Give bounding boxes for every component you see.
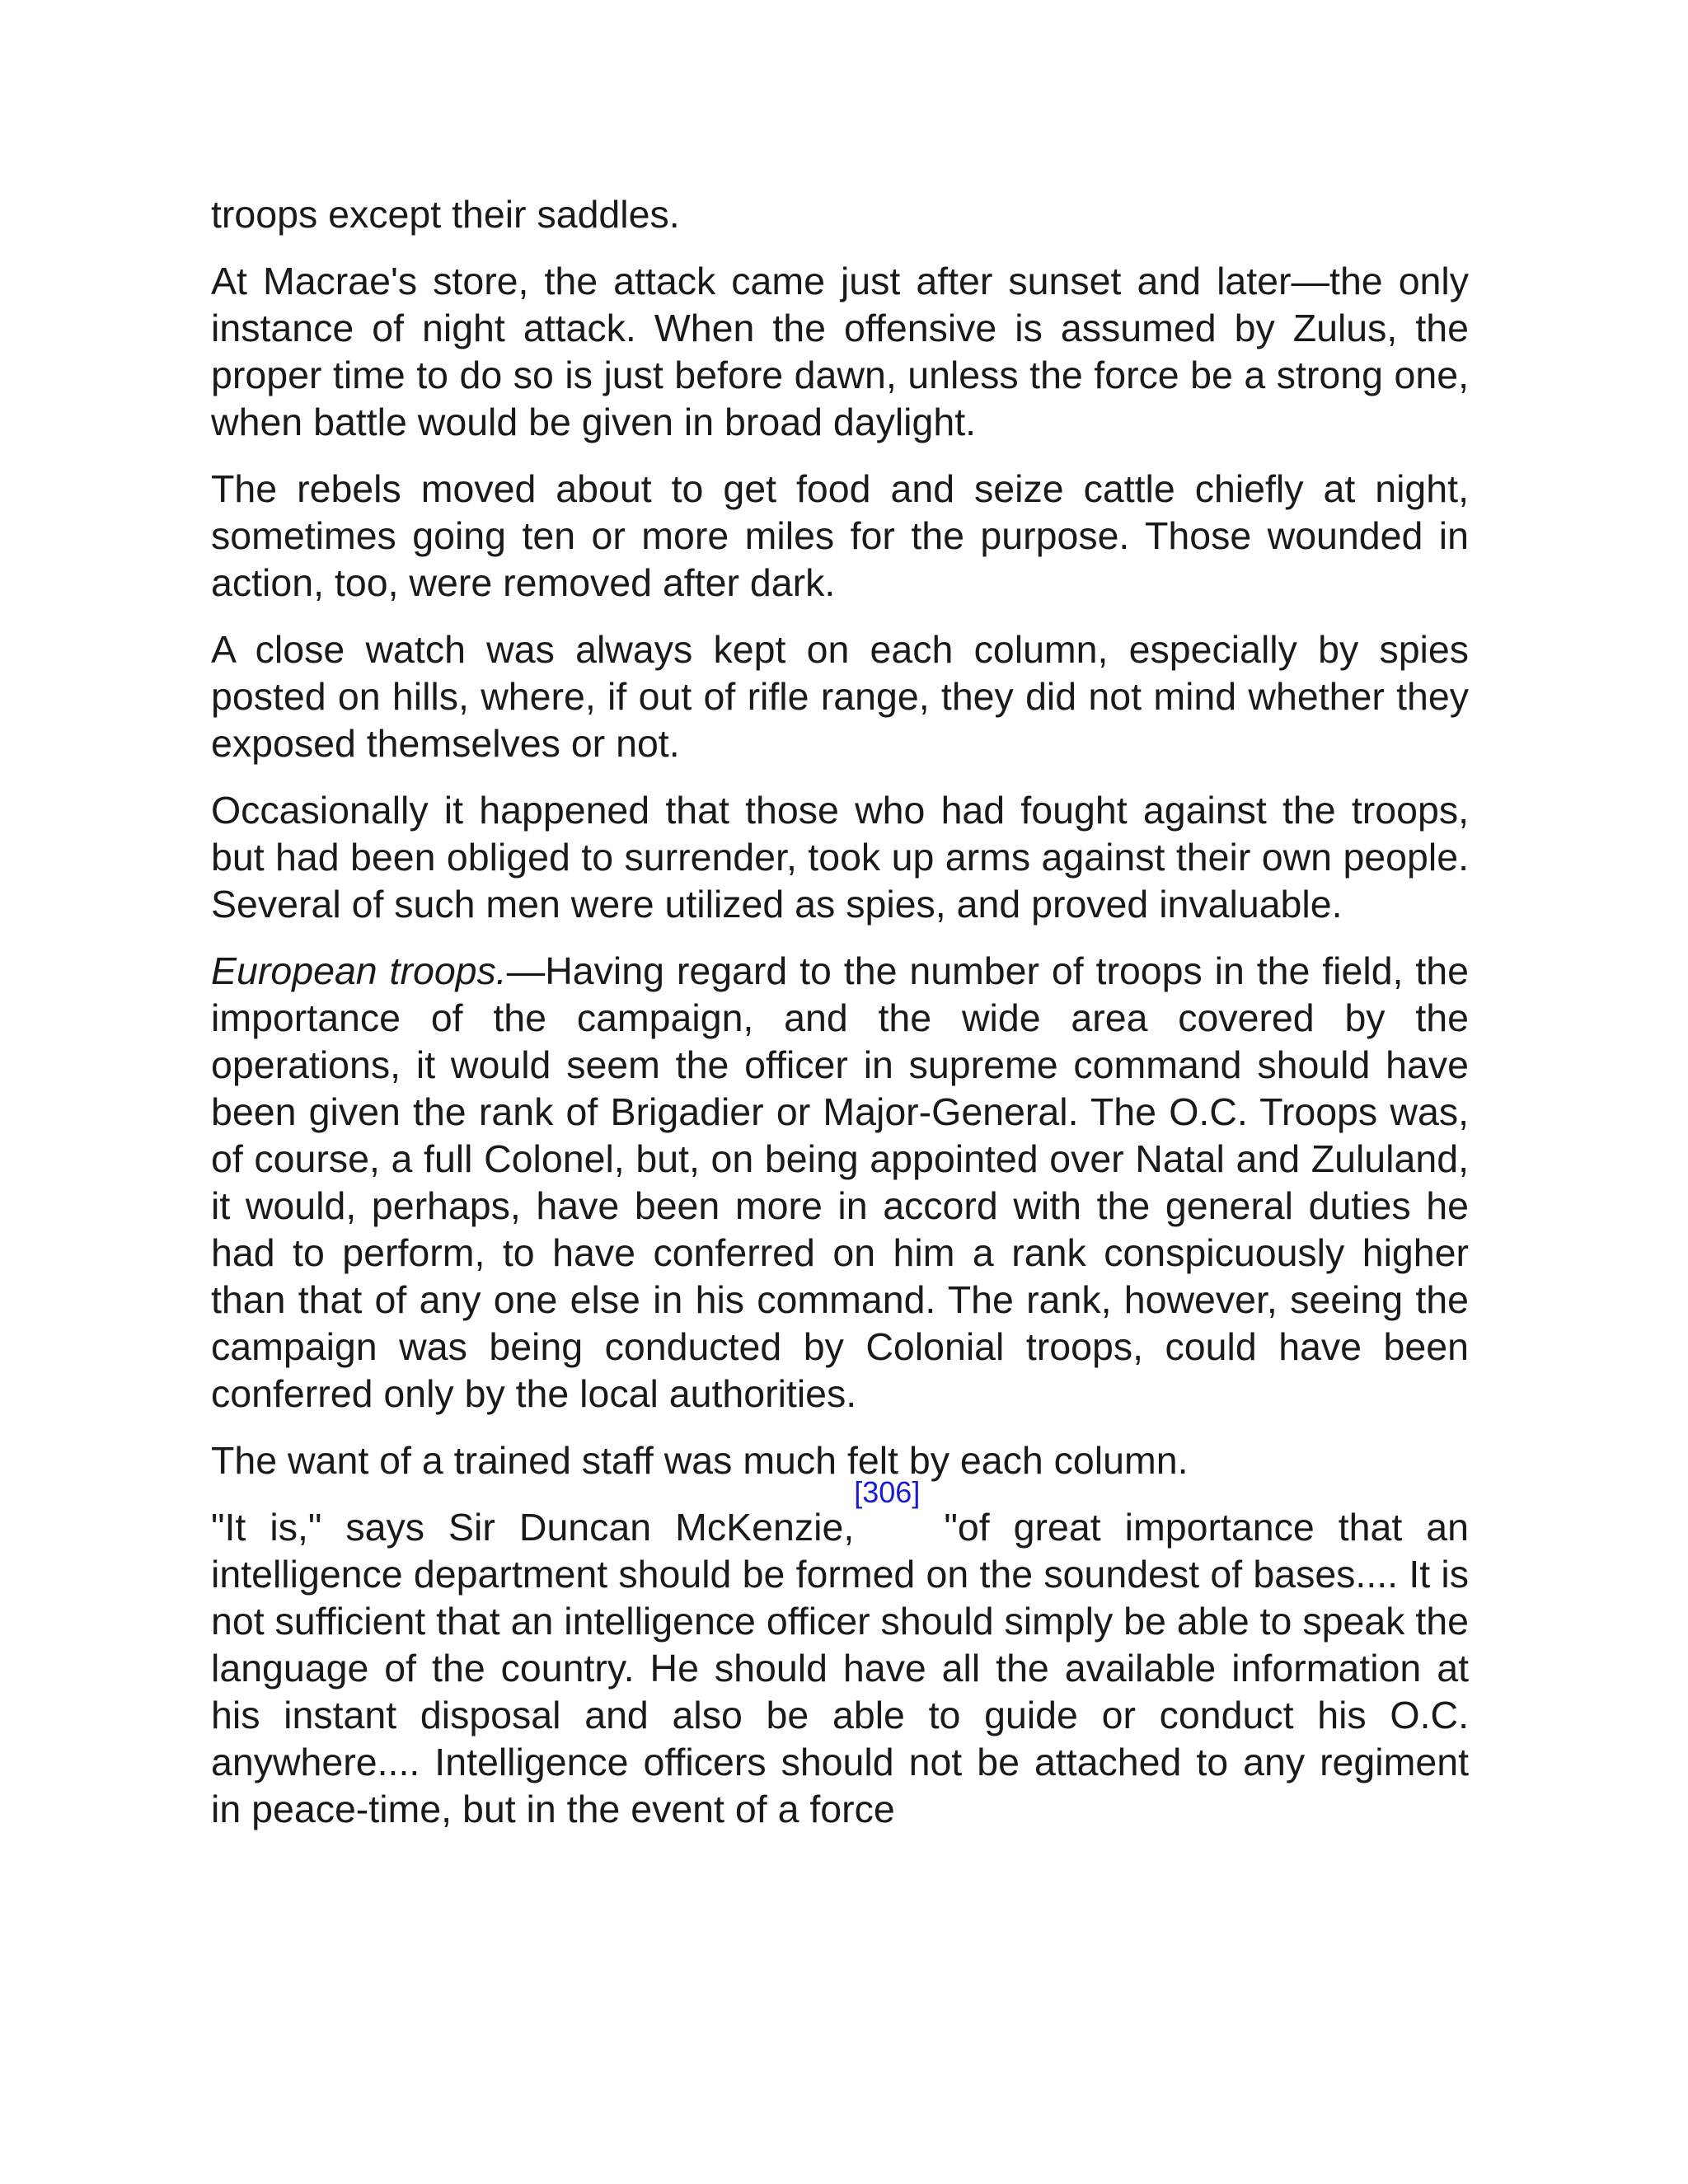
- paragraph-8-text-before: "It is," says Sir Duncan McKenzie,: [211, 1506, 855, 1549]
- paragraph-7: The want of a trained staff was much felt by each column.: [211, 1439, 1189, 1482]
- paragraph-8: [211, 1475, 1469, 1833]
- paragraph-2: At Macrae's store, the attack came just after sunset and later—the only instance of night attack. When the offensive is assumed by Zulus, the proper time to do so is just before dawn, unless the force be a strong one, when battle would be given in broad daylight.: [211, 260, 1469, 443]
- footnote-link-306[interactable]: [306]: [854, 1475, 921, 1509]
- paragraph-6: [211, 948, 1469, 1418]
- paragraph-8-text-after: "of great importance that an intelligence department should be formed on the soundest of bases.... It is not sufficient that an intelligence officer should simply be able to speak the language of the country. He should have all the available information at his instant disposal and also be able to guide or conduct his O.C. anywhere.... Intelligence officers should not be attached to any regiment in peace-time, but in the event of a force: [211, 1506, 1469, 1830]
- page-body: [211, 191, 1469, 1833]
- paragraph-6-text: —Having regard to the number of troops in the field, the importance of the campaign, and the wide area covered by the operations, it would seem the officer in supreme command should have been given the rank of Brigadier or Major-General. The O.C. Troops was, of course, a full Colonel, but, on being appointed over Natal and Zululand, it would, perhaps, have been more in accord with the general duties he had to perform, to have conferred on him a rank conspicuously higher than that of any one else in his command. The rank, however, seeing the campaign was being conducted by Colonial troops, could have been conferred only by the local authorities.: [211, 949, 1470, 1415]
- paragraph-5: Occasionally it happened that those who had fought against the troops, but had been obliged to surrender, took up arms against their own people. Several of such men were utilized as spies, and proved invaluable.: [211, 789, 1469, 926]
- paragraph-1: troops except their saddles.: [211, 193, 680, 236]
- paragraph-3: The rebels moved about to get food and seize cattle chiefly at night, sometimes going ten or more miles for the purpose. Those wounded in action, too, were removed after dark.: [211, 467, 1469, 604]
- paragraph-4: A close watch was always kept on each column, especially by spies posted on hills, where, if out of rifle range, they did not mind whether they exposed themselves or not.: [211, 628, 1469, 765]
- section-heading-italic: European troops.: [211, 949, 507, 992]
